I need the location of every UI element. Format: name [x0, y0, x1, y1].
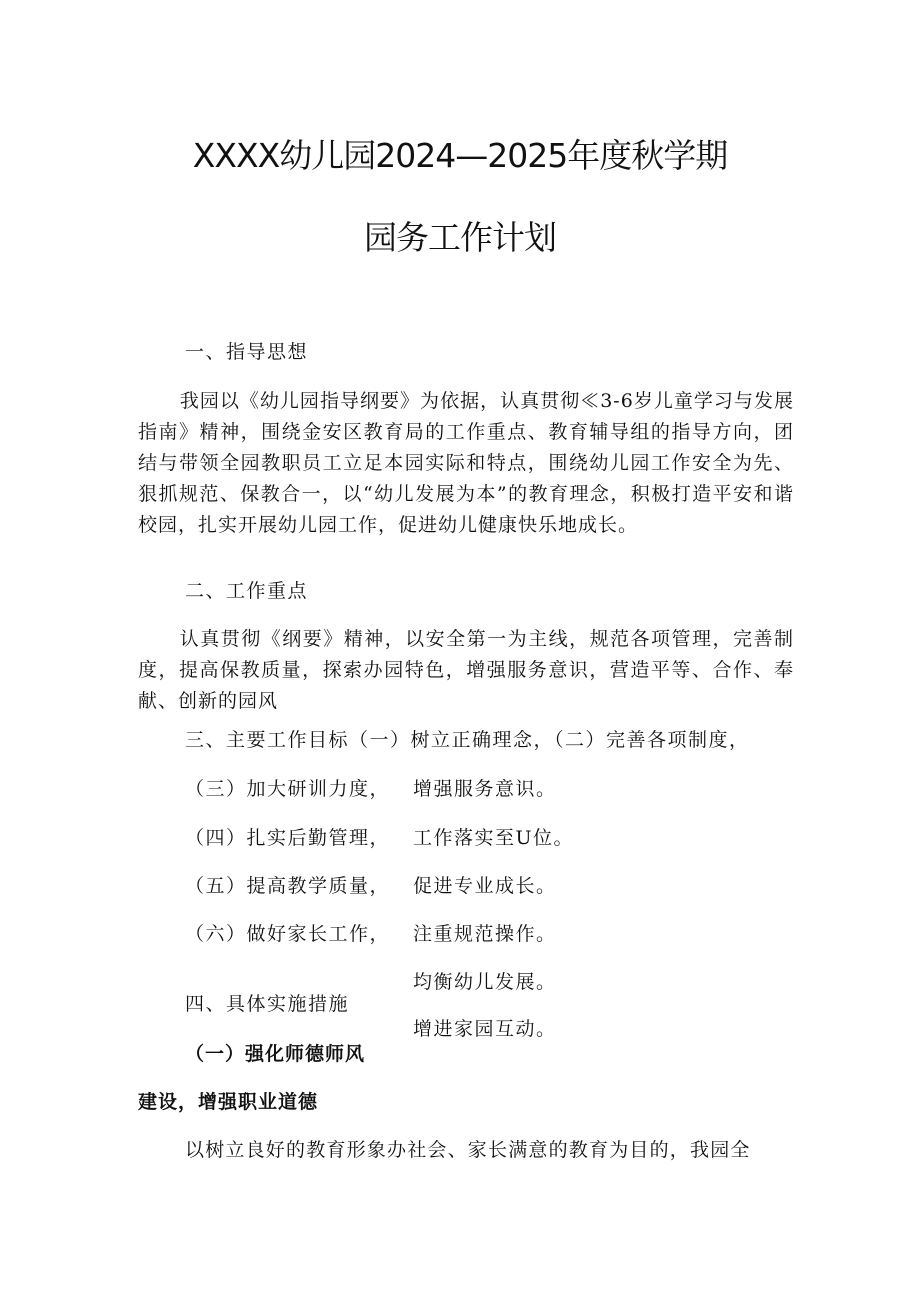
section1-paragraph: 我园以《幼儿园指导纲要》为依据，认真贯彻≪3-6岁儿童学习与发展指南》精神，围绕金安区教育局的工作重点、教育辅导组的指导方向，团结与带领全园教职员工立足本园实际和特点，围绕幼儿园工作安全为先、狠抓规范、保教合一，以“幼儿发展为本”的教育理念，积极打造平安和谐校园，扎实开展幼儿园工作，促进幼儿健康快乐地成长。 — [138, 390, 794, 536]
goal-right-2: 工作落实至U位。 — [413, 827, 575, 849]
subsection1-body-start: 以树立良好的教育形象办社会、家长满意的教育为目的，我园全 — [185, 1139, 751, 1161]
section2-paragraph: 认真贯彻《纲要》精神，以安全第一为主线，规范各项管理，完善制度，提高保教质量，探索办园特色，增强服务意识，营造平等、合作、奉献、创新的园风 — [138, 628, 794, 712]
goal-right-6: 增进家园互动。 — [413, 1018, 557, 1040]
goal-left-6: （六）做好家长工作， — [185, 923, 391, 945]
document-title-line1: XXXX幼儿园2024—2025年度秋学期 — [192, 136, 728, 175]
goal-left-4: （四）扎实后勤管理， — [185, 827, 391, 849]
section4-heading: 四、具体实施措施 — [185, 993, 350, 1015]
section1-heading: 一、指导思想 — [185, 341, 309, 363]
goal-right-5: 均衡幼儿发展。 — [413, 971, 557, 993]
section2-heading: 二、工作重点 — [185, 580, 309, 602]
subsection1-heading-part1: （一）强化师德师风 — [185, 1043, 366, 1065]
goal-left-5: （五）提高教学质量， — [185, 875, 391, 897]
document-title-line2: 园务工作计划 — [364, 218, 556, 257]
goal-right-3: 促进专业成长。 — [413, 875, 557, 897]
subsection1-heading-part2: 建设，增强职业道德 — [138, 1091, 319, 1113]
goal-left-3: （三）加大研训力度， — [185, 778, 391, 800]
goal-right-4: 注重规范操作。 — [413, 923, 557, 945]
section3-heading: 三、主要工作目标（一）树立正确理念，（二）完善各项制度， — [185, 729, 750, 751]
goal-right-1: 增强服务意识。 — [413, 778, 557, 800]
